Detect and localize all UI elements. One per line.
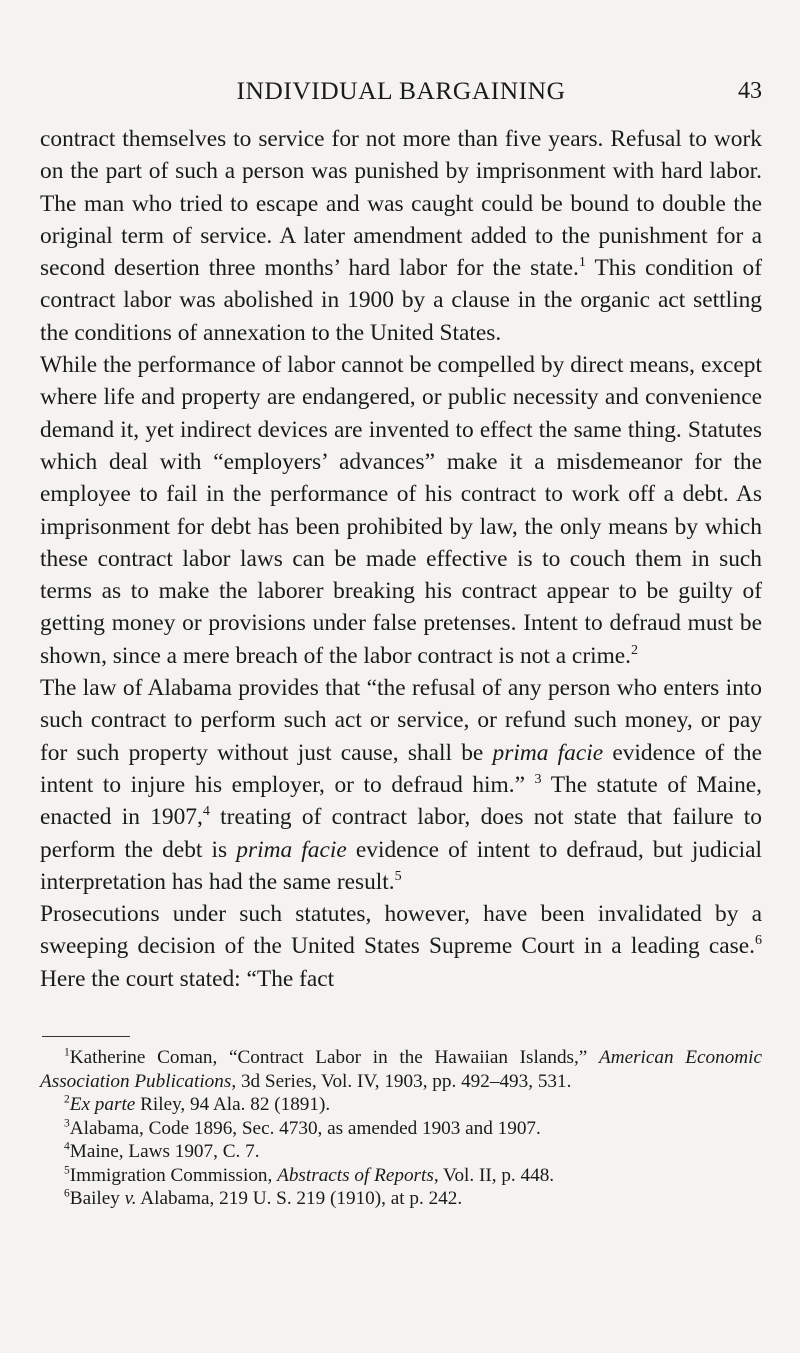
footnote-5: $^5$Immigration Commission, Abstracts of Reports, Vol. II, p. 448.: [64, 1164, 555, 1186]
running-title: INDIVIDUAL BARGAINING: [236, 76, 566, 105]
footnote-6: $^6$Bailey v. Alabama, 219 U. S. 219 (1910), at p. 242.: [64, 1187, 463, 1209]
footnote-ref-6[interactable]: 6: [754, 932, 762, 949]
footnote-ref-4[interactable]: 4: [202, 803, 210, 820]
footnotes: [40, 1046, 762, 1211]
footnote-separator: [42, 1036, 130, 1037]
footnote-3: $^3$Alabama, Code 1896, Sec. 4730, as amended 1903 and 1907.: [64, 1117, 541, 1139]
body-text: [40, 123, 762, 995]
paragraph-4: Prosecutions under such statutes, however, have been invalidated by a sweeping decision of the United States Supreme Court in a leading case.$^6$ Here the court stated: “The fact: [40, 901, 762, 992]
paragraph-1: contract themselves to service for not more than five years. Refusal to work on the part of such a person was punished by imprisonment with hard labor. The man who tried to escape and was caught could be bound to double the original term of service. A later amendment added to the punishment for a second desertion three months’ hard labor for the state.$^1$ This condition of contract labor was abolished in 1900 by a clause in the organic act settling the conditions of annexation to the United States.: [40, 126, 763, 346]
footnote-ref-2[interactable]: 2: [631, 641, 639, 658]
footnote-4: $^4$Maine, Laws 1907, C. 7.: [64, 1140, 260, 1162]
page-number: 43: [738, 78, 762, 104]
footnote-1: $^1$Katherine Coman, “Contract Labor in the Hawaiian Islands,” American Economic Association Publications, 3d Series, Vol. IV, 1903, pp. 492–493, 531.: [40, 1046, 762, 1092]
paragraph-3: The law of Alabama provides that “the refusal of any person who enters into such contract to perform such act or service, or refund such money, or pay for such property without just cause, shall be prima facie evidence of the intent to injure his employer, or to defraud him.” $^3$ The statute of Maine, enacted in 1907,$^4$ treating of contract labor, does not state that failure to perform the debt is prima facie evidence of intent to defraud, but judicial interpretation has had the same result.$^5$: [40, 675, 762, 895]
running-head: [40, 76, 762, 112]
footnote-ref-5[interactable]: 5: [394, 868, 402, 885]
paragraph-2: While the performance of labor cannot be compelled by direct means, except where life and property are endangered, or public necessity and convenience demand it, yet indirect devices are invented to effect the same thing. Statutes which deal with “employers’ advances” make it a misdemeanor for the employee to fail in the performance of his contract to work off a debt. As imprisonment for debt has been prohibited by law, the only means by which these contract labor laws can be made effective is to couch them in such terms as to make the laborer breaking his contract appear to be guilty of getting money or provisions under false pretenses. Intent to defraud must be shown, since a mere breach of the labor contract is not a crime.$^2$: [40, 352, 762, 669]
footnote-ref-3[interactable]: 3: [534, 771, 542, 788]
footnote-2: $^2$Ex parte Riley, 94 Ala. 82 (1891).: [64, 1093, 331, 1115]
footnote-ref-1[interactable]: 1: [578, 254, 586, 271]
